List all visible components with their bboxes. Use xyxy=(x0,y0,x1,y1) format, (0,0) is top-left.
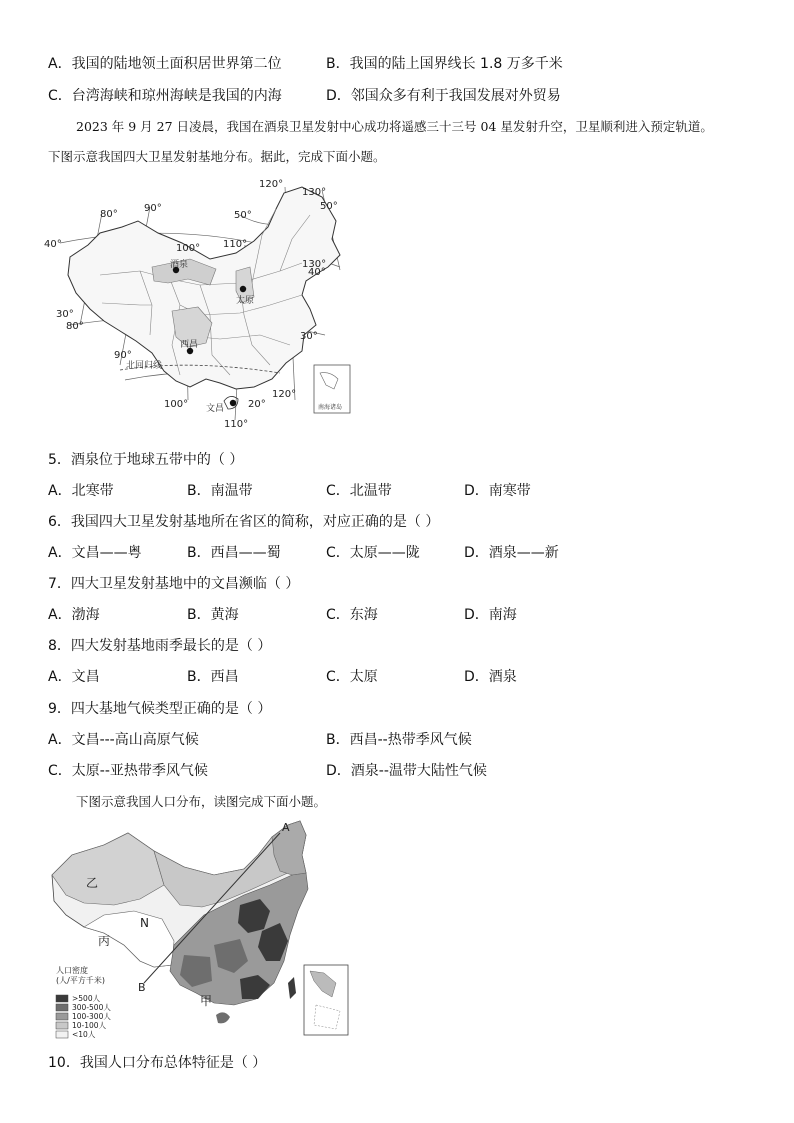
q8-stem: 8．四大发射基地雨季最长的是（ ） xyxy=(48,638,272,654)
q6-option-a: A．文昌——粤 xyxy=(48,545,142,561)
lon-label: 100° xyxy=(164,399,189,410)
lon-label: 80° xyxy=(66,321,84,332)
q6-stem: 6．我国四大卫星发射基地所在省区的简称，对应正确的是（ ） xyxy=(48,514,440,530)
q7-option-a: A．渤海 xyxy=(48,607,100,623)
q8-option-b: B．西昌 xyxy=(187,669,239,685)
lon-label: 120° xyxy=(259,179,284,190)
legend-label: <10人 xyxy=(72,1030,96,1039)
q9-stem: 9．四大基地气候类型正确的是（ ） xyxy=(48,701,272,717)
label-jia: 甲 xyxy=(200,994,213,1008)
jiuquan-label: 酒泉 xyxy=(170,260,189,270)
legend-swatch xyxy=(56,1004,68,1011)
population-map xyxy=(44,815,354,1040)
legend-swatch xyxy=(56,1013,68,1020)
legend-label: 10-100人 xyxy=(72,1021,107,1030)
passage1-line2: 下图示意我国四大卫星发射基地分布。据此，完成下面小题。 xyxy=(48,149,386,164)
q9-option-a: A．文昌---高山高原气候 xyxy=(48,732,199,748)
lat-label: 40° xyxy=(308,267,326,278)
lat-label: 30° xyxy=(56,309,74,320)
label-bing: 丙 xyxy=(98,934,111,948)
taiyuan-marker xyxy=(240,286,246,292)
q7-option-c: C．东海 xyxy=(326,607,378,623)
lon-label: 110° xyxy=(223,239,248,250)
wenchang-label: 文昌 xyxy=(206,404,225,414)
q4-option-a: A．我国的陆地领土面积居世界第二位 xyxy=(48,56,282,72)
label-b: B xyxy=(138,981,146,994)
tropic-label: 北回归线 xyxy=(126,361,163,371)
xichang-label: 西昌 xyxy=(180,340,199,350)
q8-option-d: D．酒泉 xyxy=(464,669,517,685)
q4-option-b: B．我国的陆上国界线长 1.8 万多千米 xyxy=(326,56,563,72)
q8-option-a: A．文昌 xyxy=(48,669,100,685)
legend-label: 300-500人 xyxy=(72,1003,111,1012)
legend-swatch xyxy=(56,1022,68,1029)
lon-label: 100° xyxy=(176,243,201,254)
legend-label: 100-300人 xyxy=(72,1012,111,1021)
q6-option-b: B．西昌——蜀 xyxy=(187,545,281,561)
label-n: N xyxy=(140,916,149,930)
q5-option-a: A．北寒带 xyxy=(48,483,114,499)
q7-stem: 7．四大卫星发射基地中的文昌濒临（ ） xyxy=(48,576,300,592)
label-a: A xyxy=(282,821,290,834)
lon-label: 90° xyxy=(114,350,132,361)
passage1-line1: 2023 年 9 月 27 日凌晨，我国在酒泉卫星发射中心成功将遥感三十三号 04 星发射升空，卫星顺利进入预定轨道。 xyxy=(76,119,713,134)
taiyuan-label: 太原 xyxy=(236,296,255,306)
q5-stem: 5．酒泉位于地球五带中的（ ） xyxy=(48,452,244,468)
legend-swatch xyxy=(56,995,68,1002)
q7-option-b: B．黄海 xyxy=(187,607,239,623)
q4-option-c: C．台湾海峡和琼州海峡是我国的内海 xyxy=(48,88,282,104)
lon-label: 90° xyxy=(144,203,162,214)
q9-option-b: B．西昌--热带季风气候 xyxy=(326,732,472,748)
inset-label: 南海诸岛 xyxy=(318,404,343,411)
q4-option-d: D．邻国众多有利于我国发展对外贸易 xyxy=(326,88,561,104)
q10-stem: 10．我国人口分布总体特征是（ ） xyxy=(48,1055,267,1071)
lat-label: 50° xyxy=(320,201,338,212)
label-yi: 乙 xyxy=(86,876,99,890)
legend-title-1: 人口密度 xyxy=(56,966,88,975)
legend-swatch xyxy=(56,1031,68,1038)
q9-option-c: C．太原--亚热带季风气候 xyxy=(48,763,208,779)
q6-option-d: D．酒泉——新 xyxy=(464,545,559,561)
lon-label: 120° xyxy=(272,389,297,400)
q9-option-d: D．酒泉--温带大陆性气候 xyxy=(326,763,487,779)
lat-label: 50° xyxy=(234,210,252,221)
launch-base-map xyxy=(40,175,370,435)
lat-label: 40° xyxy=(44,239,62,250)
q7-option-d: D．南海 xyxy=(464,607,517,623)
legend-title-2: (人/平方千米) xyxy=(56,976,105,985)
map2-legend xyxy=(56,965,111,1039)
q6-option-c: C．太原——陇 xyxy=(326,545,420,561)
legend-label: >500人 xyxy=(72,994,101,1003)
map2-hainan xyxy=(216,1012,230,1023)
lon-label: 130° xyxy=(302,187,327,198)
q5-option-c: C．北温带 xyxy=(326,483,392,499)
lon-label: 130° xyxy=(302,259,327,270)
lon-label: 110° xyxy=(224,419,249,430)
lat-label: 20° xyxy=(248,399,266,410)
passage2: 下图示意我国人口分布，读图完成下面小题。 xyxy=(76,794,327,809)
lon-label: 80° xyxy=(100,209,118,220)
q8-option-c: C．太原 xyxy=(326,669,378,685)
lat-label: 30° xyxy=(300,331,318,342)
q5-option-d: D．南寒带 xyxy=(464,483,531,499)
q5-option-b: B．南温带 xyxy=(187,483,253,499)
wenchang-marker xyxy=(230,400,236,406)
map2-taiwan xyxy=(288,977,296,999)
map2-northwest-light xyxy=(52,833,164,905)
